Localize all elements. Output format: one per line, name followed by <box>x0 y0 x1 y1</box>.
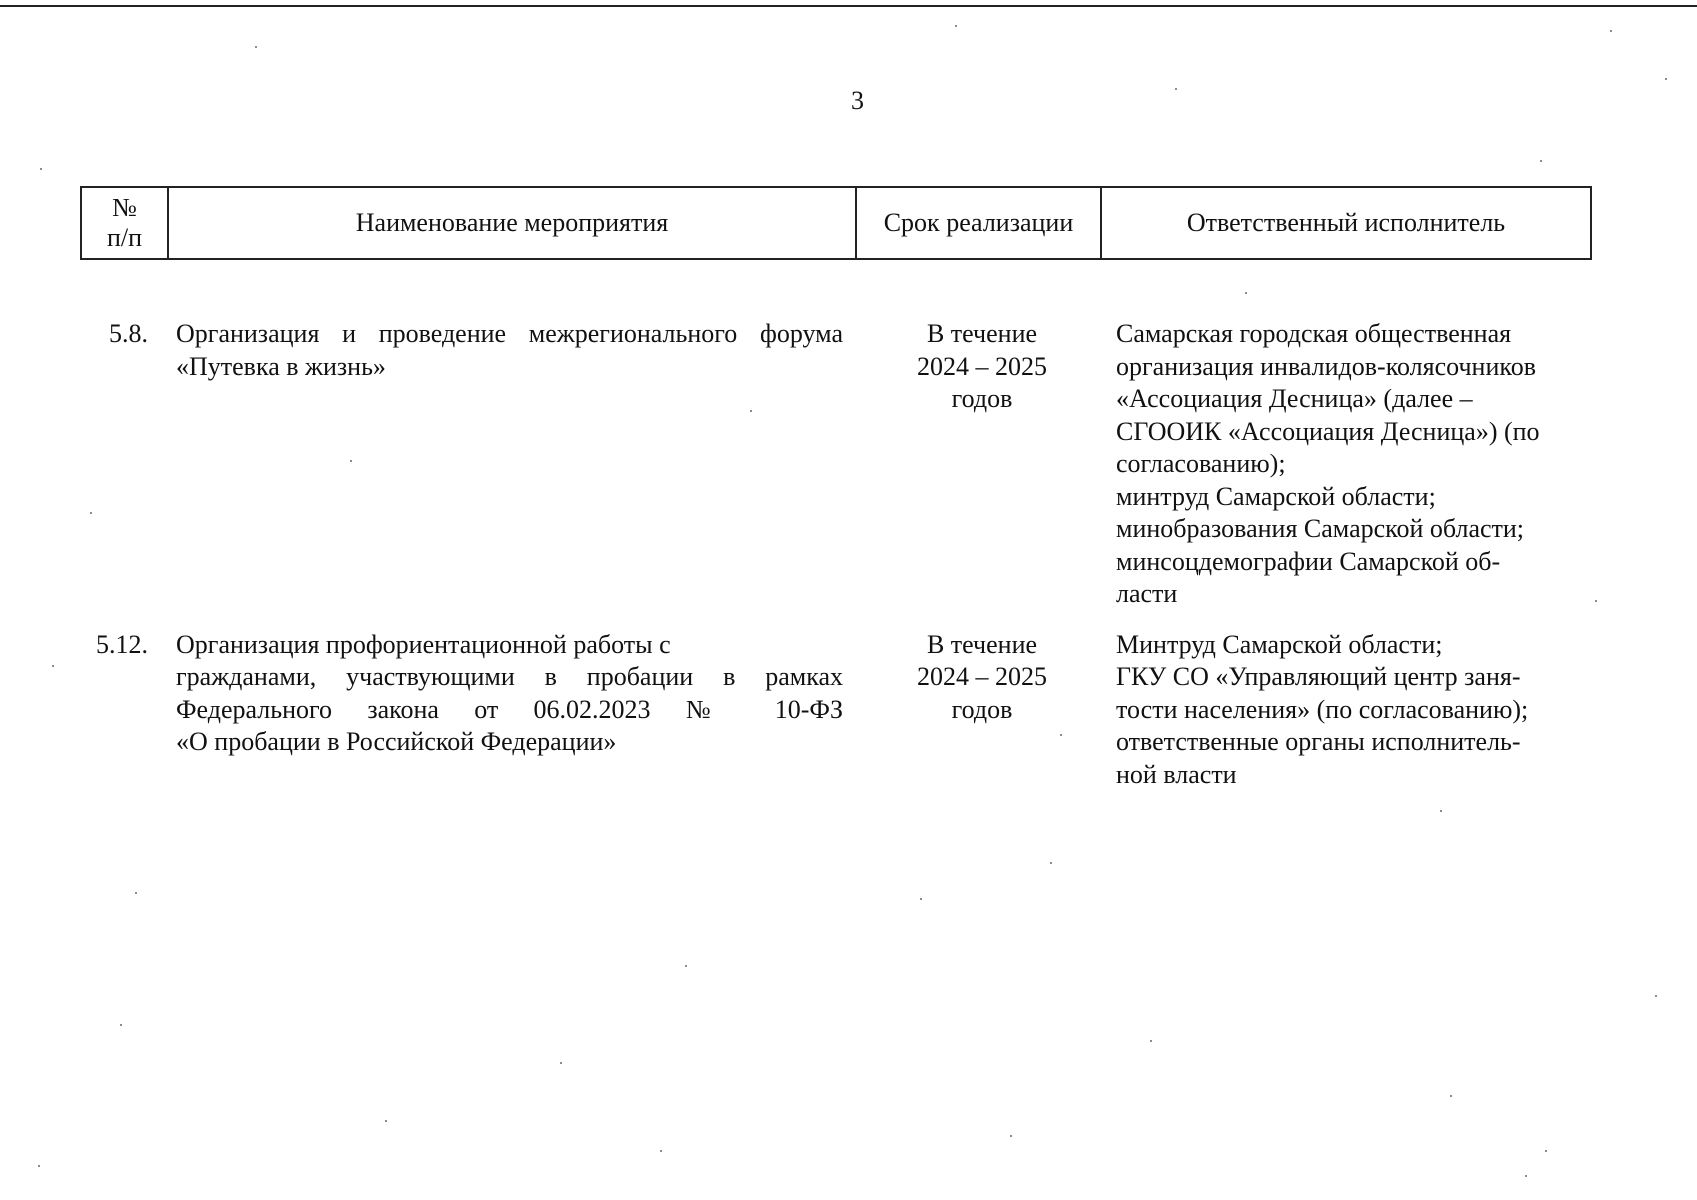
event-name-line: гражданами, участвующими в пробации в рамках <box>176 662 843 691</box>
scan-speck <box>385 1120 387 1122</box>
scan-speck <box>685 965 687 967</box>
row-number: 5.8. <box>109 319 148 348</box>
term-line: В течение <box>926 319 1038 348</box>
header-num-abbr: п/п <box>106 223 143 252</box>
scan-speck <box>955 25 957 27</box>
scan-speck <box>1050 862 1052 864</box>
event-name-line: «О пробации в Российской Федерации» <box>176 727 617 756</box>
scan-speck <box>350 460 352 462</box>
executor-line: минобразования Самарской области; <box>1116 514 1525 543</box>
table-header <box>80 186 1592 260</box>
term-line: годов <box>951 694 1013 724</box>
scan-speck <box>1175 88 1177 90</box>
row-number: 5.12. <box>96 629 148 659</box>
event-name-line: Организация профориентационной работы с <box>176 629 671 659</box>
top-rule <box>0 5 1697 7</box>
scan-speck <box>52 665 54 667</box>
scan-speck <box>1595 600 1597 602</box>
executor-line: согласованию); <box>1116 449 1286 478</box>
table-row <box>80 629 1590 792</box>
row-term <box>860 318 1104 611</box>
header-term: Срок реализации <box>856 187 1101 259</box>
header-num <box>81 187 168 259</box>
executor-line: минсоцдемографии Самарской об- <box>1116 546 1501 576</box>
scan-speck <box>1150 1040 1152 1042</box>
scan-speck <box>40 168 42 170</box>
term-line: В течение <box>926 629 1038 659</box>
event-name-line: «Путевка в жизнь» <box>176 351 386 381</box>
scan-speck <box>38 1165 40 1167</box>
table-row <box>80 318 1590 611</box>
executor-line: ГКУ СО «Управляющий центр заня- <box>1116 662 1521 691</box>
table-body <box>80 318 1590 791</box>
scan-speck <box>1450 1095 1452 1097</box>
scan-speck <box>920 898 922 900</box>
row-event-name <box>176 629 843 792</box>
row-event-name <box>176 318 843 611</box>
scan-speck <box>1655 995 1657 997</box>
executor-line: «Ассоциация Десница» (далее – <box>1116 384 1473 413</box>
scan-speck <box>750 410 752 412</box>
header-name: Наименование мероприятия <box>168 187 856 259</box>
executor-line: Самарская городская общественная <box>1116 319 1512 348</box>
scan-speck <box>1610 30 1612 32</box>
row-executor <box>1116 318 1586 611</box>
scan-speck <box>1540 160 1542 162</box>
scan-speck <box>560 1062 562 1064</box>
event-name-line: Федерального закона от 06.02.2023 № 10-ФЗ <box>176 694 843 724</box>
scan-speck <box>1440 810 1442 812</box>
row-executor <box>1116 629 1586 792</box>
executor-line: ной власти <box>1116 759 1237 789</box>
header-num-symbol: № <box>112 193 137 222</box>
scan-speck <box>1665 78 1667 80</box>
scan-speck <box>135 892 137 894</box>
executor-line: ответственные органы исполнитель- <box>1116 727 1521 756</box>
term-line: годов <box>951 384 1013 413</box>
event-name-line: Организация и проведение межрегионального форума <box>176 319 843 348</box>
page-number: 3 <box>851 86 864 115</box>
executor-line: минтруд Самарской области; <box>1116 481 1436 511</box>
scan-speck <box>1525 1175 1527 1177</box>
scan-speck <box>660 1150 662 1152</box>
header-row <box>81 187 1591 259</box>
executor-line: организация инвалидов-колясочников <box>1116 351 1536 381</box>
scan-speck <box>90 512 92 514</box>
row-term <box>860 629 1104 792</box>
executor-line: СГООИК «Ассоциация Десница») (по <box>1116 416 1540 446</box>
scan-speck <box>1060 734 1062 736</box>
header-executor: Ответственный исполнитель <box>1101 187 1591 259</box>
term-line: 2024 – 2025 <box>917 662 1047 691</box>
executor-line: Минтруд Самарской области; <box>1116 629 1443 659</box>
scan-speck <box>1245 292 1247 294</box>
scan-speck <box>255 46 257 48</box>
scan-speck <box>1545 1150 1547 1152</box>
executor-line: ласти <box>1116 579 1178 608</box>
scan-speck <box>120 1024 122 1026</box>
term-line: 2024 – 2025 <box>917 351 1047 381</box>
executor-line: тости населения» (по согласованию); <box>1116 694 1529 724</box>
scan-speck <box>1010 1135 1012 1137</box>
